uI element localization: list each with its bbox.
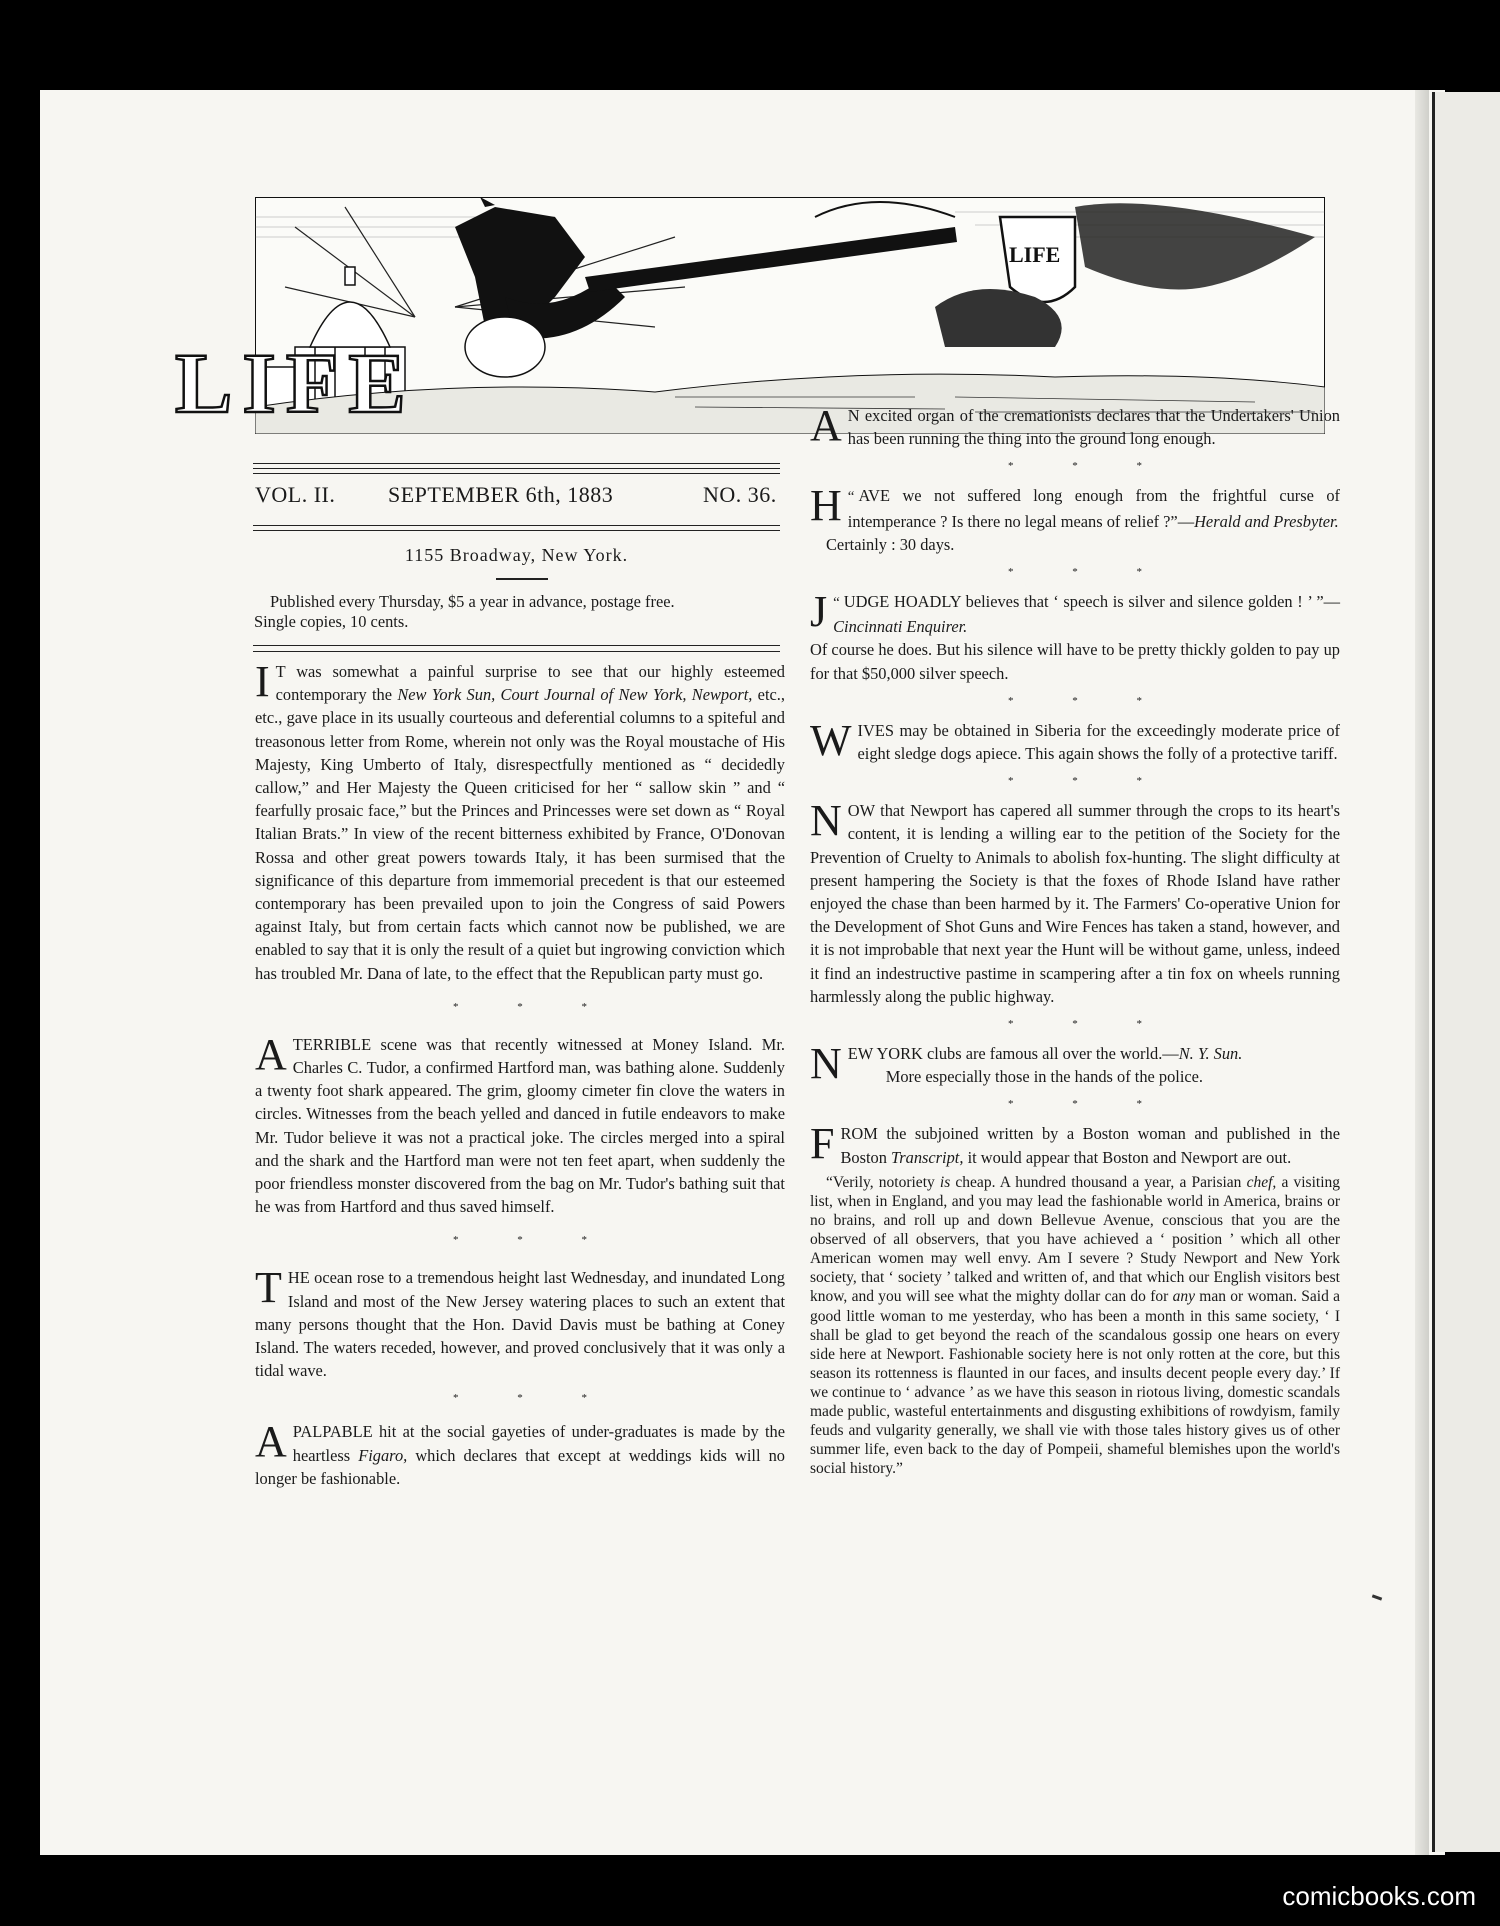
quote-text: cheap. A hundred thousand a year, a Parisian (950, 1173, 1247, 1191)
quote-source: Herald and Presbyter. (1194, 511, 1339, 531)
section-separator: * * * (453, 1234, 615, 1247)
article-text: EW YORK clubs are famous all over the world.— (847, 1044, 1179, 1064)
article-italic: Figaro, (358, 1445, 408, 1465)
drop-cap: A (255, 1029, 287, 1079)
svg-text:LIFE: LIFE (1009, 242, 1061, 267)
issue-number: NO. 36. (703, 482, 777, 507)
quote-text: a visiting list, when in England, and you may lead the fashionable world in America, brains or no brains, and roll up and down Bellevue Avenue, conscious that you are the observed of all observers, that you have achieved a ‘ position ’ which all other American women may well envy. Am I severe ? Study Newport and New York society, that ‘ society ’ talked and written of, and that which our English visitors best know, and you will see what the mighty dollar can do for (810, 1173, 1341, 1306)
boston-quote-block (810, 1173, 1340, 1479)
article-text: it would appear that Boston and Newport are out. (963, 1147, 1292, 1167)
publication-terms: Published every Thursday, $5 a year in advance, postage free. (270, 592, 675, 611)
article-shark (255, 1029, 785, 1219)
article-cremationists (810, 401, 1340, 450)
left-column (255, 657, 785, 1490)
single-copy-price: Single copies, 10 cents. (254, 612, 409, 631)
drop-cap: N (810, 796, 842, 846)
rule (253, 525, 780, 526)
section-separator: * * * (1008, 1018, 1170, 1031)
article-ny-clubs (810, 1039, 1340, 1089)
quote-italic: any (1172, 1288, 1195, 1306)
article-text: N excited organ of the cremationists declares that the Undertakers' Union has been running the thing into the ground long enough. (847, 406, 1340, 449)
issue-date: SEPTEMBER 6th, 1883 (388, 482, 614, 507)
article-intemperance (810, 481, 1340, 556)
article-italic: New York Sun, Court Journal of New York, Newport, (397, 685, 753, 705)
volume-number: VOL. II. (255, 482, 336, 507)
section-separator: * * * (1008, 460, 1170, 473)
article-figaro (255, 1417, 785, 1490)
article-reply: Of course he does. But his silence will have to be pretty thickly golden to pay up for that $50,000 silver speech. (810, 640, 1340, 683)
quote-text: man or woman. Said a good little woman to me yesterday, who has been a month in this same society, ‘ I shall be glad to get beyond the reach of the scandalous gossip one hears on every side here at Newport. Fashionable society here is not only rotten at the core, but this season its rottenness is flaunted in our faces, and insults decent people every day.’ If we continue to ‘ advance ’ as we have this season in riotous living, domestic scandals made public, wasteful entertainments and disgusting exhibitions of rowdyism, family feuds and vulgarity generally, we shall vie with those tales history gives us of other summer life, even back to the day of Pompeii, shameful blemishes upon the world's social history.” (810, 1288, 1340, 1478)
rule (253, 645, 780, 646)
rule (253, 473, 780, 474)
article-siberia-wives (810, 715, 1340, 765)
article-reply: More especially those in the hands of the police. (885, 1067, 1204, 1087)
drop-cap: T (255, 1263, 282, 1313)
quote-source: N. Y. Sun. (1178, 1044, 1243, 1064)
article-text: UDGE HOADLY believes that ‘ speech is silver and silence golden ! ’ ”— (843, 592, 1340, 612)
open-quote: “ (833, 595, 840, 612)
quote-italic: chef, (1246, 1173, 1277, 1191)
rule (253, 468, 780, 469)
life-logo: LIFE (175, 335, 416, 431)
drop-cap: F (810, 1119, 835, 1169)
article-boston-woman (810, 1119, 1340, 1169)
section-separator: * * * (453, 1000, 615, 1013)
article-text: which declares that except at weddings kids will no longer be fashionable. (255, 1445, 785, 1488)
article-text: PALPABLE hit at the social gayeties of under-graduates is made by the heartless (292, 1422, 785, 1465)
article-text: HE ocean rose to a tremendous height last Wednesday, and inundated Long Island and most of the New Jersey watering places to such an extent that many persons thought that the Hon. David Davis must be bathing at Coney Island. The waters receded, however, and proved conclusively that it was only a tidal wave. (255, 1268, 785, 1381)
site-watermark: comicbooks.com (1282, 1881, 1476, 1911)
address-rule (496, 578, 548, 580)
article-text: ROM the subjoined written by a Boston woman and published in the Boston (840, 1124, 1340, 1167)
article-text: IVES may be obtained in Siberia for the exceedingly moderate price of eight sledge dogs apiece. This again shows the folly of a protective tariff. (857, 720, 1340, 764)
drop-cap: J (810, 587, 828, 637)
article-newport-fox-hunt (810, 796, 1340, 1008)
drop-cap: H (810, 481, 842, 531)
open-quote: “ (847, 489, 855, 506)
article-judge-hoadly (810, 587, 1340, 685)
article-text: T was somewhat a painful surprise to see that our highly esteemed contemporary the (275, 662, 785, 705)
rule (253, 651, 780, 652)
drop-cap: A (810, 401, 842, 450)
section-separator: * * * (1008, 566, 1170, 579)
section-separator: * * * (453, 1392, 615, 1405)
publication-info (254, 592, 754, 632)
quote-text: “Verily, notoriety (826, 1173, 940, 1191)
facing-page (1432, 92, 1500, 1852)
article-italic: Transcript, (891, 1147, 964, 1167)
article-text: etc., etc., gave place in its usually courteous and deferential columns to a spiteful and treasonous letter from Rome, wherein not only was the Royal moustache of His Majesty, King Umberto of Italy, disrespectfully mentioned as “ decidedly callow,” and Her Majesty the Queen criticised for her “ sallow skin ” and “ fearfully prosaic face,” but the Princes and Princesses were set down as “ Royal Italian Brats.” In view of the recent bitterness exhibited by France, O'Donovan Rossa and other great powers towards Italy, it has been surmised that the significance of this departure from immemorial precedent is that our esteemed contemporary has been prevailed upon to join the Congress of said Powers against Italy, but from certain facts which cannot now be published, we are enabled to say that it is only the result of a quiet but ingrowing conviction which has troubled Mr. Dana of late, to the effect that the Republican party must go. (255, 685, 785, 983)
section-separator: * * * (1008, 775, 1170, 788)
rule (253, 463, 780, 464)
rule (253, 530, 780, 531)
article-tidal-wave (255, 1263, 785, 1382)
section-separator: * * * (1008, 694, 1170, 707)
drop-cap: W (810, 715, 852, 765)
article-reply: Certainly : 30 days. (826, 534, 955, 554)
right-column (810, 401, 1341, 1478)
issue-line (253, 482, 780, 512)
article-text: OW that Newport has capered all summer through the crops to its heart's content, it is lending a willing ear to the petition of the Society for the Prevention of Cruelty to Animals to abolish fox-hunting. The slight difficulty at present hampering the Society is that the foxes of Rhode Island have rather enjoyed the chase than been harmed by it. The Farmers' Co-operative Union for the Development of Shot Guns and Wire Fences has taken a stand, however, and it is not improbable that next year the Hunt will be without game, unless, indeed it find an indestructive pastime in scampering after a tin fox on wheels running harmlessly along the public highway. (810, 801, 1340, 1006)
article-text: AVE we not suffered long enough from the frightful curse of intemperance ? Is there no legal means of relief ?”— (847, 486, 1340, 531)
drop-cap: I (255, 657, 270, 706)
drop-cap: N (810, 1039, 842, 1089)
quote-italic: is (939, 1173, 951, 1191)
publisher-address: 1155 Broadway, New York. (404, 545, 629, 565)
facing-page-edge (1415, 90, 1429, 1855)
quote-source: Cincinnati Enquirer. (833, 617, 968, 637)
article-italy-letter (255, 657, 785, 985)
drop-cap: A (255, 1417, 287, 1467)
article-text: TERRIBLE scene was that recently witnessed at Money Island. Mr. Charles C. Tudor, a confirmed Hartford man, was bathing alone. Suddenly a twenty foot shark appeared. The grim, gloomy cimeter fin clove the waters in circles. Witnesses from the beach yelled and danced in futile endeavors to make Mr. Tudor believe it was not a practical joke. The circles merged into a spiral and the shark and the Hartford man were not ten feet apart, when suddenly the poor friendless monster discovered from the bag on Mr. Tudor's bathing suit that he was from Hartford and thus saved himself. (255, 1034, 785, 1217)
section-separator: * * * (1008, 1098, 1170, 1111)
